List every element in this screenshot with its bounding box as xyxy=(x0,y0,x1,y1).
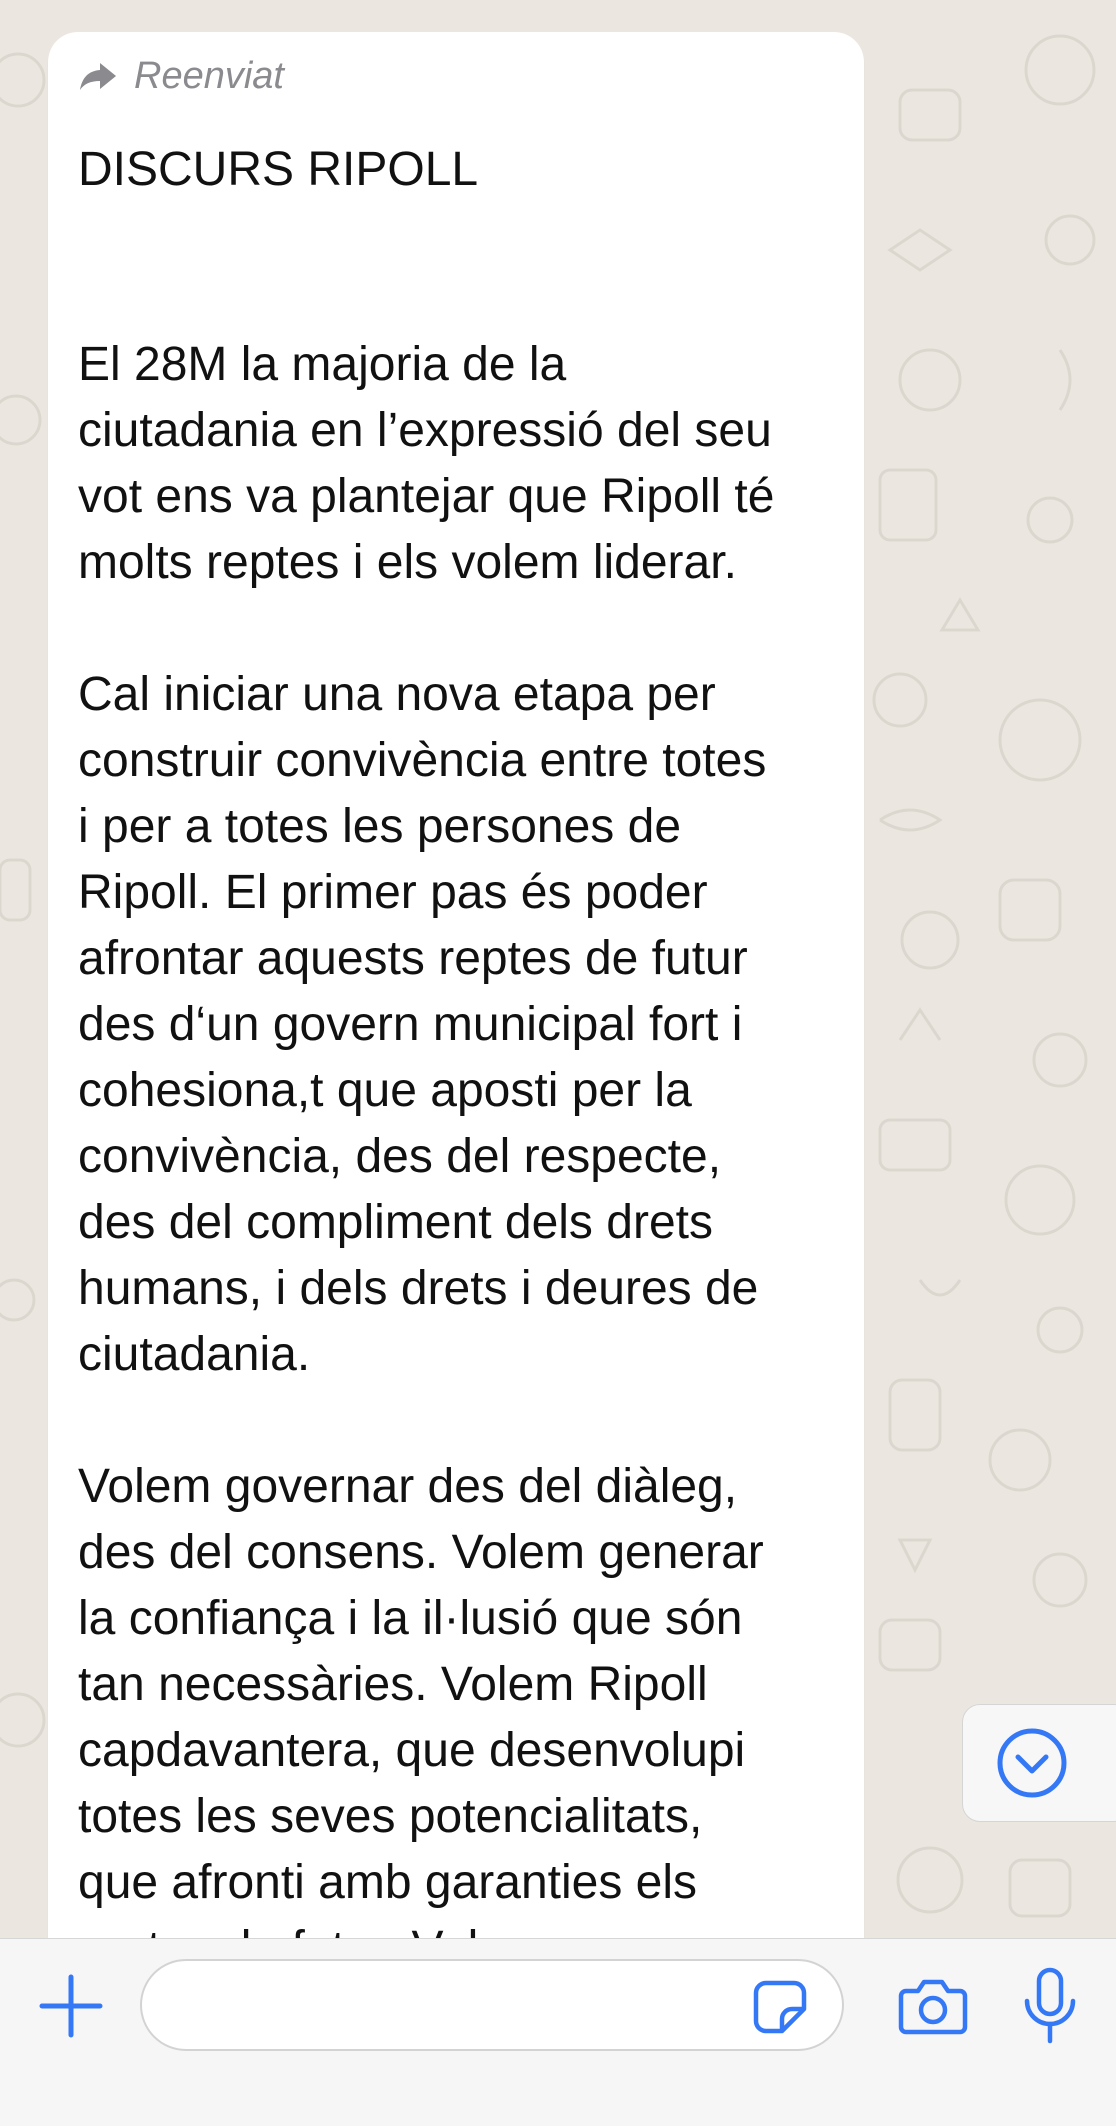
chevron-down-circle-icon xyxy=(996,1727,1068,1799)
message-line: des d‘un govern municipal fort i xyxy=(78,998,743,1051)
message-line: totes les seves potencialitats, xyxy=(78,1790,703,1843)
message-line: tan necessàries. Volem Ripoll xyxy=(78,1658,708,1711)
message-line: vot ens va plantejar que Ripoll té xyxy=(78,470,775,523)
message-paragraph xyxy=(78,332,864,596)
message-bubble[interactable] xyxy=(48,32,864,1992)
message-line: des del consens. Volem generar xyxy=(78,1526,764,1579)
microphone-button[interactable] xyxy=(1020,1967,1080,2045)
scroll-to-bottom-button[interactable] xyxy=(962,1704,1116,1822)
microphone-icon xyxy=(1020,1967,1080,2045)
message-paragraph xyxy=(78,662,864,1388)
forward-arrow-icon xyxy=(78,61,118,91)
message-line: molts reptes i els volem liderar. xyxy=(78,536,737,589)
plus-icon xyxy=(38,1973,104,2039)
message-line: Cal iniciar una nova etapa per xyxy=(78,668,716,721)
message-line: ciutadania en l’expressió del seu xyxy=(78,404,772,457)
message-input-bar xyxy=(0,1938,1116,2126)
message-body xyxy=(78,332,864,1992)
message-line: cohesiona,t que aposti per la xyxy=(78,1064,692,1117)
message-paragraph xyxy=(78,1454,864,1982)
message-line: afrontar aquests reptes de futur xyxy=(78,932,748,985)
sticker-icon xyxy=(752,1979,808,2035)
attach-button[interactable] xyxy=(38,1973,104,2039)
message-line: convivència, des del respecte, xyxy=(78,1130,722,1183)
message-input[interactable] xyxy=(140,1959,844,2051)
forwarded-indicator xyxy=(78,54,284,98)
message-line: Ripoll. El primer pas és poder xyxy=(78,866,708,919)
message-line: El 28M la majoria de la xyxy=(78,338,567,391)
camera-icon xyxy=(898,1977,968,2035)
message-line: i per a totes les persones de xyxy=(78,800,682,853)
message-line: capdavantera, que desenvolupi xyxy=(78,1724,746,1777)
message-line: la confiança i la il·lusió que són xyxy=(78,1592,743,1645)
message-line: que afronti amb garanties els xyxy=(78,1856,698,1909)
camera-button[interactable] xyxy=(898,1977,968,2035)
message-title: DISCURS RIPOLL xyxy=(78,143,479,196)
forwarded-label: Reenviat xyxy=(134,54,284,97)
message-line: Volem governar des del diàleg, xyxy=(78,1460,738,1513)
message-line: ciutadania. xyxy=(78,1328,311,1381)
sticker-button[interactable] xyxy=(752,1979,808,2035)
message-line: humans, i dels drets i deures de xyxy=(78,1262,759,1315)
message-line: des del compliment dels drets xyxy=(78,1196,713,1249)
message-line: construir convivència entre totes xyxy=(78,734,767,787)
